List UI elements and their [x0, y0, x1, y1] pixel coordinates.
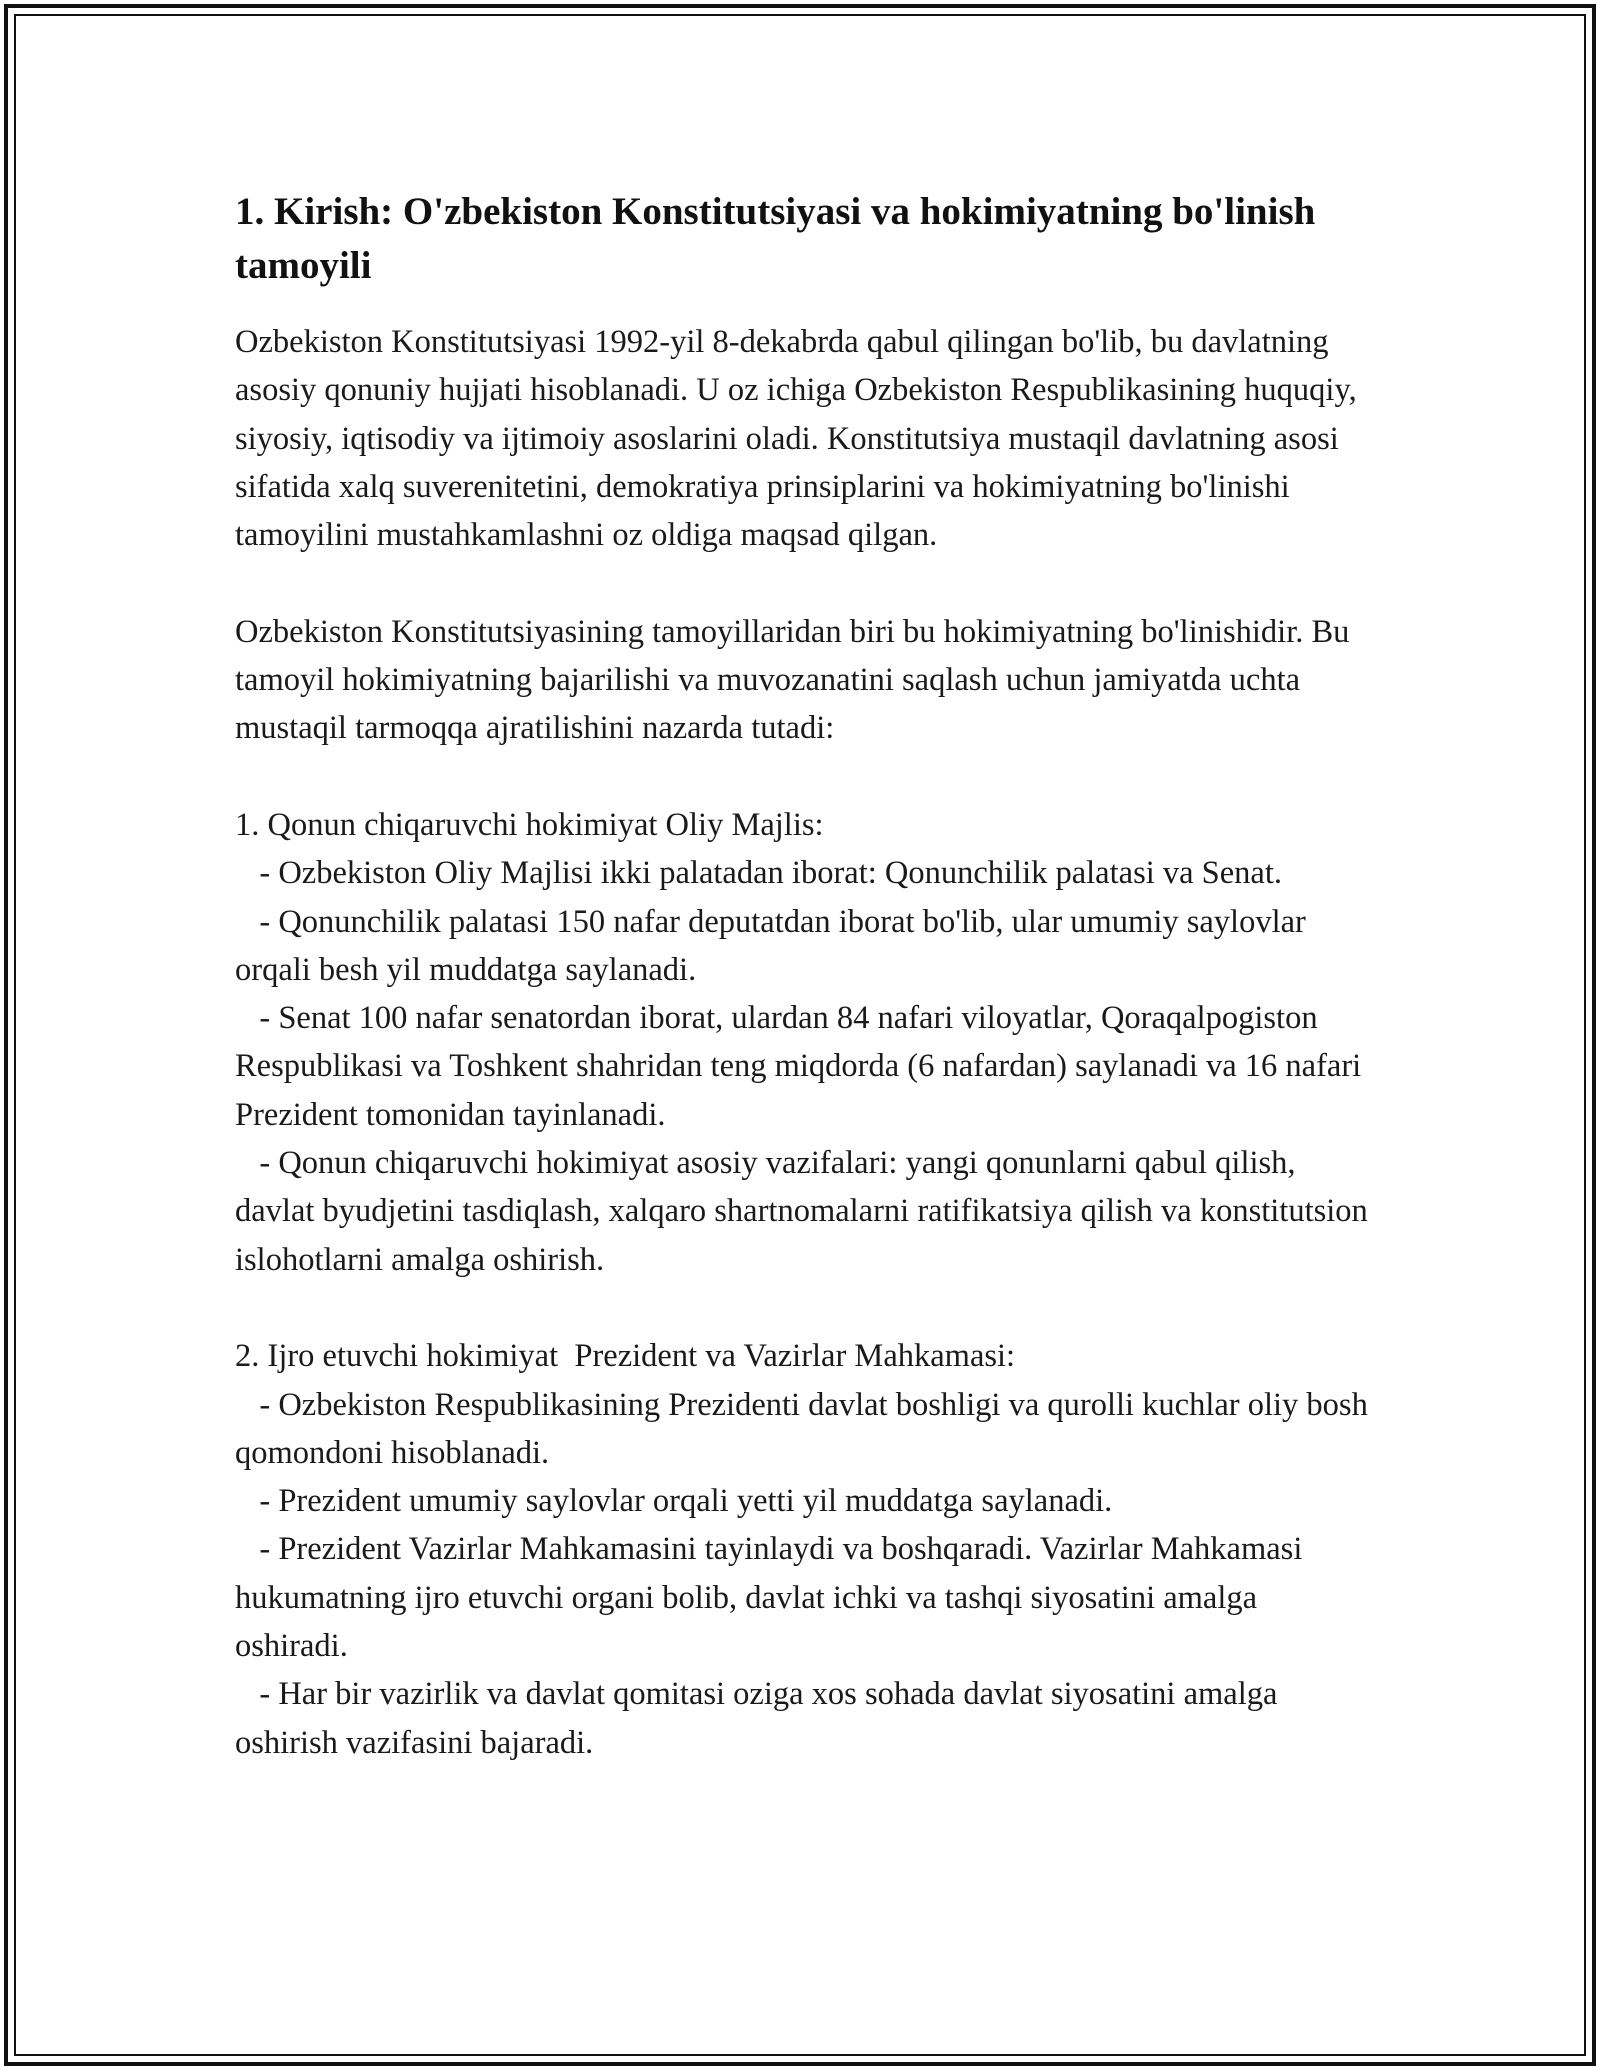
- list-item: - Senat 100 nafar senatordan iborat, ulardan 84 nafari viloyatlar, Qoraqalpogiston Respublikasi va Toshkent shahridan teng miqdorda (6 nafardan) saylanadi va 16 nafari Prezident tomonidan tayinlanadi.: [235, 1000, 1370, 1133]
- list-item: - Qonun chiqaruvchi hokimiyat asosiy vazifalari: yangi qonunlarni qabul qilish, davlat byudjetini tasdiqlash, xalqaro shartnomalarni ratifikatsiya qilish va konstitutsion islohotlarni amalga oshirish.: [235, 1145, 1376, 1278]
- document-body: [235, 185, 1376, 1767]
- paragraph-spacer: [235, 559, 1370, 607]
- section-title: 1. Kirish: O'zbekiston Konstitutsiyasi va hokimiyatning bo'linish tamoyili: [235, 190, 1316, 287]
- list-item: - Ozbekiston Oliy Majlisi ikki palatadan iborat: Qonunchilik palatasi va Senat.: [235, 855, 1282, 892]
- list-item: - Prezident Vazirlar Mahkamasini tayinlaydi va boshqaradi. Vazirlar Mahkamasi hukumatning ijro etuvchi organi bolib, davlat ichki va tashqi siyosatini amalga oshiradi.: [235, 1531, 1311, 1665]
- list-item: - Prezident umumiy saylovlar orqali yetti yil muddatga saylanadi.: [235, 1483, 1113, 1520]
- list-item: - Ozbekiston Respublikasining Prezidenti davlat boshligi va qurolli kuchlar oliy bosh qomondoni hisoblanadi.: [235, 1386, 1376, 1471]
- list-item: - Qonunchilik palatasi 150 nafar deputatdan iborat bo'lib, ular umumiy saylovlar orqali besh yil muddatga saylanadi.: [235, 903, 1314, 988]
- principle-paragraph: Ozbekiston Konstitutsiyasining tamoyillaridan biri bu hokimiyatning bo'linishidir. Bu tamoyil hokimiyatning bajarilishi va muvozanatini saqlash uchun jamiyatda uchta mustaqil tarmoqqa ajratilishini nazarda tutadi:: [235, 613, 1350, 747]
- legislative-section: [235, 801, 1376, 1284]
- executive-section: [235, 1332, 1376, 1767]
- executive-heading: 2. Ijro etuvchi hokimiyat Prezident va Vazirlar Mahkamasi:: [235, 1338, 1016, 1375]
- paragraph-spacer: [235, 753, 1370, 801]
- legislative-heading: 1. Qonun chiqaruvchi hokimiyat Oliy Majlis:: [235, 806, 824, 843]
- list-item: - Har bir vazirlik va davlat qomitasi oziga xos sohada davlat siyosatini amalga oshirish vazifasini bajaradi.: [235, 1676, 1286, 1761]
- paragraph-spacer: [235, 1284, 1370, 1332]
- intro-paragraph: Ozbekiston Konstitutsiyasi 1992-yil 8-dekabrda qabul qilingan bo'lib, bu davlatning asosiy qonuniy hujjati hisoblanadi. U oz ichiga Ozbekiston Respublikasining huquqiy, siyosiy, iqtisodiy va ijtimoiy asoslarini oladi. Konstitutsiya mustaqil davlatning asosi sifatida xalq suverenitetini, demokratiya prinsiplarini va hokimiyatning bo'linishi tamoyilini mustahkamlashni oz oldiga maqsad qilgan.: [235, 324, 1357, 554]
